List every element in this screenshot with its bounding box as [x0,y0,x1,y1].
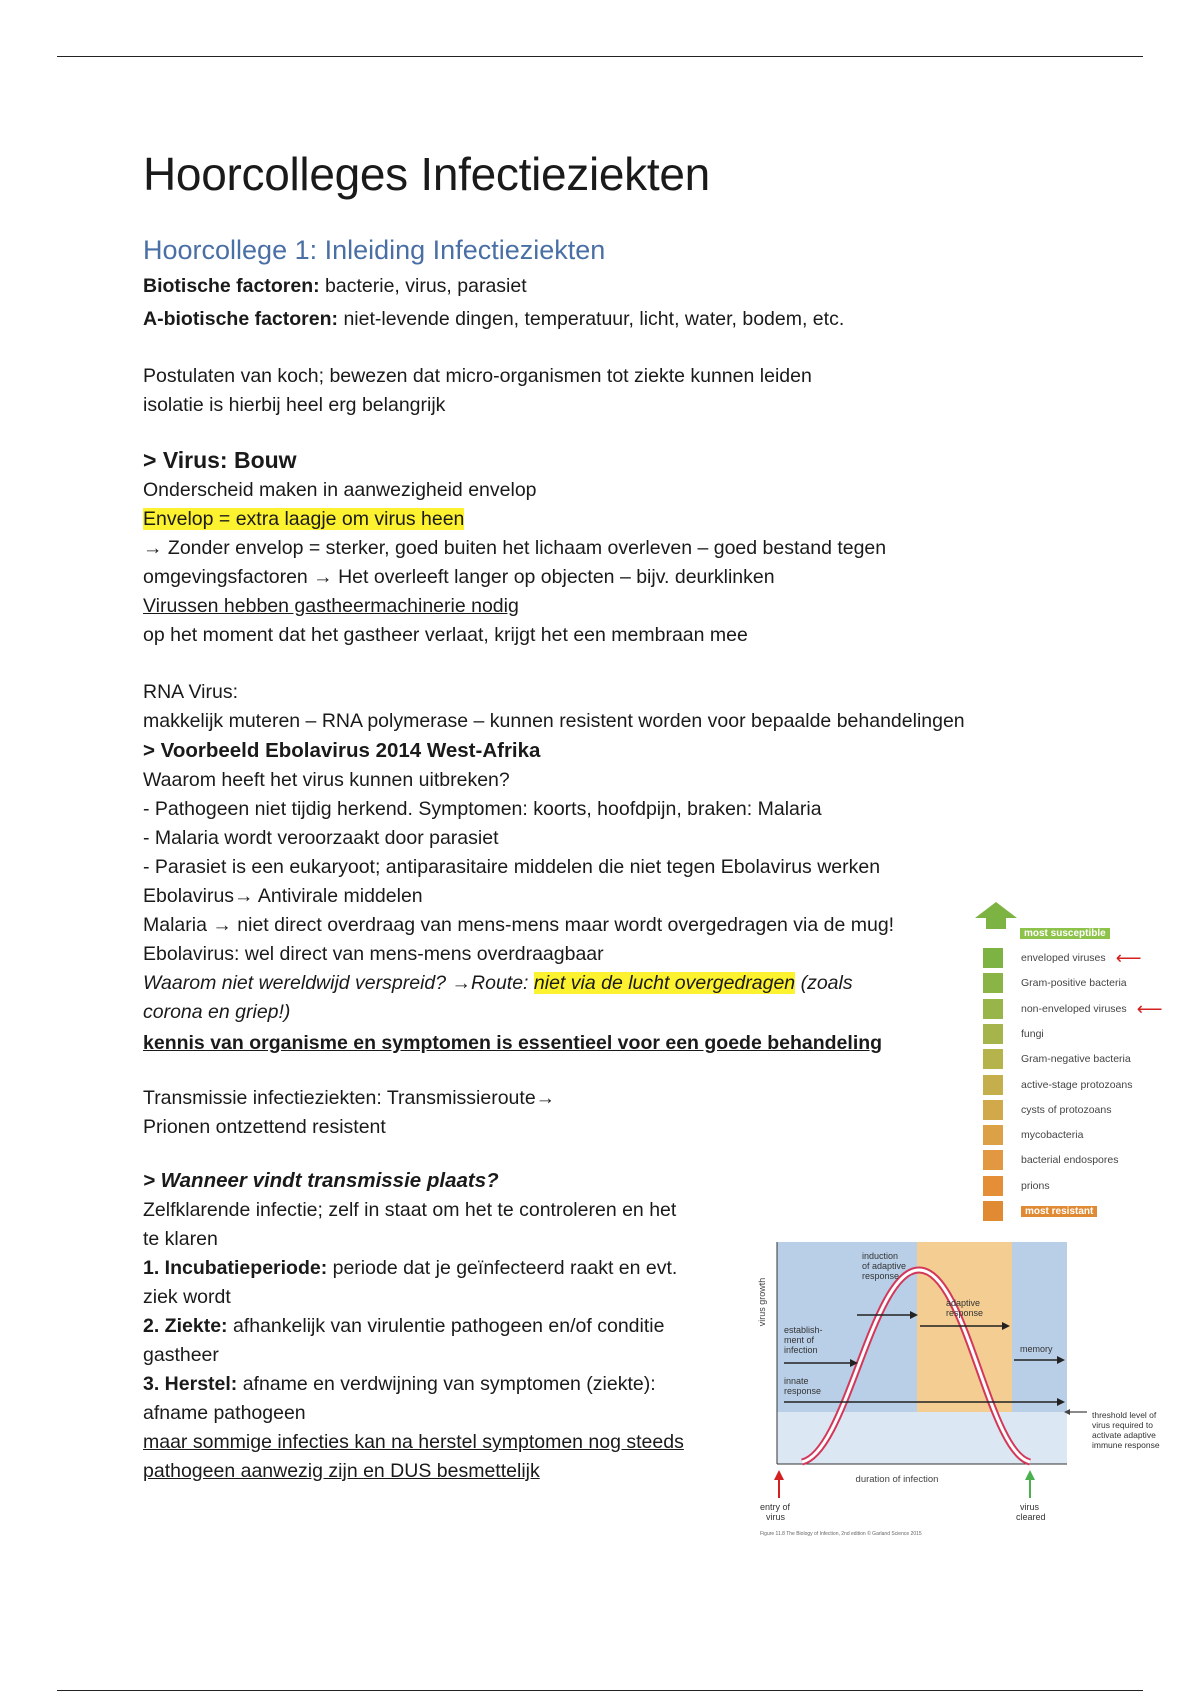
figure-caption: Figure 11.8 The Biology of Infection, 2nd edition © Garland Science 2015 [760,1531,922,1537]
step-1 [143,1254,713,1283]
ladder-row [983,972,1127,994]
ladder-top-row [1020,922,1110,944]
ladder-row [983,1048,1131,1070]
ladder-row [983,1149,1118,1171]
bottom-rule [57,1690,1143,1691]
biotic-term: Biotische factoren: [143,274,320,297]
step-1-text: periode dat je geïnfecteerd raakt en evt. [327,1256,678,1279]
establish-label-1: establish- [784,1325,823,1335]
when-line-1: Zelfklarende infectie; zelf in staat om het te controleren en het [143,1198,677,1221]
ladder-label: Gram-negative bacteria [1021,1053,1131,1066]
ebola-line-4: - Parasiet is een eukaryoot; antiparasitaire middelen die niet tegen Ebolavirus werken [143,855,881,878]
final-line-2 [143,1457,713,1486]
entry-label-1: entry of [760,1502,791,1512]
ladder-row [983,1099,1111,1121]
cleared-label-1: virus [1020,1502,1040,1512]
ebola-line-1: Waarom heeft het virus kunnen uitbreken? [143,768,510,791]
ebola-line-6: Malaria → niet direct overdraag van mens-mens maar wordt overgedragen via de mug! [143,913,895,936]
ladder-row [983,1175,1050,1197]
ladder-label: bacterial endospores [1021,1154,1119,1167]
biotic-text: bacterie, virus, parasiet [319,274,527,297]
abiotic-line [143,305,1023,334]
ladder-label: cysts of protozoans [1021,1103,1112,1116]
ebola-line-7: Ebolavirus: wel direct van mens-mens overdraagbaar [143,942,604,965]
most-resistant-label: most resistant [1021,1206,1097,1217]
step-2-text: afhankelijk van virulentie pathogeen en/of conditie [227,1314,665,1337]
ladder-square [983,1024,1003,1044]
step-3-term: 3. Herstel: [143,1372,238,1395]
step-1-term: 1. Incubatieperiode: [143,1256,328,1279]
x-axis-label: duration of infection [855,1474,939,1485]
ebola-line-9: corona en griep!) [143,1000,291,1023]
ladder-label: prions [1021,1179,1050,1192]
step-3-text: afname en verdwijning van symptomen (ziekte): [237,1372,656,1395]
induction-label-2: of adaptive [862,1261,907,1271]
abiotic-term: A-biotische factoren: [143,307,339,330]
step-3 [143,1370,713,1399]
ladder-label: mycobacteria [1021,1129,1084,1142]
virus-line-5 [143,592,1023,621]
infection-course-svg [752,1230,1192,1540]
induction-label-1: induction [862,1251,899,1261]
ebola-key-line [143,1029,973,1058]
ladder-square [983,1100,1003,1120]
route-question: Waarom niet wereldwijd verspreid? →Route: [143,971,534,994]
susceptibility-ladder [975,902,1190,1222]
up-arrow-shaft [986,917,1006,929]
when-heading: > Wanneer vindt transmissie plaats? [143,1168,499,1192]
ladder-label: non-enveloped viruses [1021,1002,1127,1015]
koch-line-2: isolatie is hierbij heel erg belangrijk [143,393,446,416]
step-1-cont: ziek wordt [143,1285,231,1308]
virus-heading: > Virus: Bouw [143,446,297,473]
threshold-label-1: threshold level of [1092,1410,1157,1420]
final-line-1 [143,1428,713,1457]
innate-label-2: response [784,1386,822,1396]
ebola-heading: > Voorbeeld Ebolavirus 2014 West-Afrika [143,738,541,762]
adaptive-label-2: response [946,1308,984,1318]
ladder-label: active-stage protozoans [1021,1078,1133,1091]
ladder-square [983,1049,1003,1069]
y-axis-label: virus growth [757,1277,767,1327]
ladder-row [983,1074,1132,1096]
ladder-row [983,947,1141,969]
step-2-term: 2. Ziekte: [143,1314,228,1337]
lecture-title: Hoorcollege 1: Inleiding Infectieziekten [143,234,606,265]
virus-line-6: op het moment dat het gastheer verlaat, krijgt het een membraan mee [143,623,748,646]
ladder-square [983,1125,1003,1145]
step-3-cont: afname pathogeen [143,1401,306,1424]
cleared-label-2: cleared [1016,1512,1046,1522]
induction-label-3: response [862,1271,900,1281]
ladder-square [983,999,1003,1019]
route-aside: (zoals [795,971,853,994]
ladder-square [983,1150,1003,1170]
ladder-row [983,1023,1044,1045]
establish-label-3: infection [784,1345,818,1355]
abiotic-text: niet-levende dingen, temperatuur, licht, water, bodem, etc. [338,307,845,330]
red-arrow-icon: ⟵ [1115,948,1142,968]
rna-line-1: RNA Virus: [143,680,239,703]
ebola-line-8 [143,969,973,998]
up-arrow-icon [975,902,1017,918]
ebola-line-2: - Pathogeen niet tijdig herkend. Symptomen: koorts, hoofdpijn, braken: Malaria [143,797,822,820]
ladder-label: enveloped viruses [1021,952,1106,964]
key-statement: kennis van organisme en symptomen is essentieel voor een goede behandeling [143,1031,883,1054]
transmission-line-2: Prionen ontzettend resistent [143,1115,386,1138]
ladder-square [983,1176,1003,1196]
transmission-line-1: Transmissie infectieziekten: Transmissieroute→ [143,1086,556,1109]
adaptive-label-1: adaptive [946,1298,981,1308]
top-rule [57,56,1143,57]
ebola-line-5: Ebolavirus→ Antivirale middelen [143,884,423,907]
ladder-label: fungi [1021,1027,1044,1040]
final-underline-2: pathogeen aanwezig zijn en DUS besmettelijk [143,1459,540,1482]
establish-label-2: ment of [784,1335,815,1345]
page-title: Hoorcolleges Infectieziekten [143,148,710,200]
koch-line-1: Postulaten van koch; bewezen dat micro-organismen tot ziekte kunnen leiden [143,364,812,387]
ladder-row [983,1124,1083,1146]
virus-line-4: omgevingsfactoren → Het overleeft langer op objecten – bijv. deurklinken [143,565,775,588]
ladder-label: Gram-positive bacteria [1021,977,1127,990]
ladder-square [983,948,1003,968]
most-susceptible-label: most susceptible [1020,928,1110,939]
virus-line-2 [143,505,1023,534]
ladder-bottom-row [983,1200,1097,1222]
red-arrow-icon: ⟵ [1136,998,1163,1019]
route-highlight: niet via de lucht overgedragen [533,971,796,994]
step-2-cont: gastheer [143,1343,219,1366]
when-line-2: te klaren [143,1227,218,1250]
step-2 [143,1312,713,1341]
virus-line-3: → Zonder envelop = sterker, goed buiten het lichaam overleven – goed bestand tegen [143,536,887,559]
final-underline-1: maar sommige infecties kan na herstel symptomen nog steeds [143,1430,684,1453]
entry-arrow-icon [774,1470,784,1480]
ladder-square [983,1201,1003,1221]
ladder-square [983,1075,1003,1095]
innate-label-1: innate [784,1376,809,1386]
entry-label-2: virus [766,1512,786,1522]
virus-line-1: Onderscheid maken in aanwezigheid envelop [143,478,537,501]
threshold-label-4: immune response [1092,1440,1160,1450]
infection-course-figure [752,1230,1192,1540]
memory-label: memory [1020,1344,1053,1354]
threshold-label-2: virus required to [1092,1420,1153,1430]
ebola-line-3: - Malaria wordt veroorzaakt door parasiet [143,826,499,849]
biotic-line [143,272,1023,301]
threshold-label-3: activate adaptive [1092,1430,1156,1440]
ladder-row [983,998,1162,1020]
host-machinery-underline: Virussen hebben gastheermachinerie nodig [143,594,519,617]
rna-line-2: makkelijk muteren – RNA polymerase – kunnen resistent worden voor bepaalde behandelingen [143,709,965,732]
cleared-arrow-icon [1025,1470,1035,1480]
envelope-highlight: Envelop = extra laagje om virus heen [143,507,465,530]
ladder-square [983,973,1003,993]
